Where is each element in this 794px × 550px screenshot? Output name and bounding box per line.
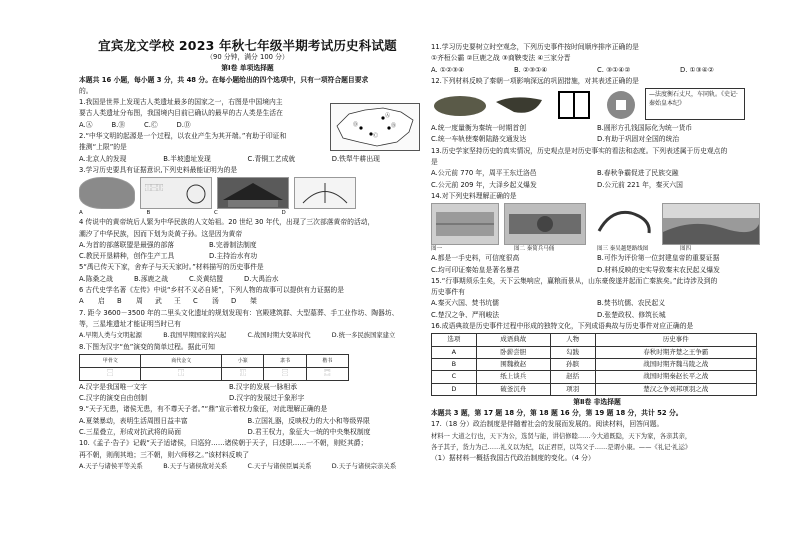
q8-glyph-4: ⿳ — [264, 367, 306, 380]
q16-header-row — [432, 334, 757, 346]
instructions: 本题共 16 小题，每小题 3 分，共 48 分。在每小题给出的四个选项中，只有一项符合题目要求 — [79, 75, 369, 84]
q8-glyph-5: ⿴ — [306, 367, 348, 380]
table-row[interactable] — [432, 346, 757, 358]
q4-option-a[interactable]: A.为首的部落联盟是最强的部落 — [79, 240, 175, 249]
q16-cell: 勾践 — [550, 346, 595, 358]
q16-cell: 战国时期秦赵长平之战 — [595, 371, 756, 383]
q8-col-4: 隶书 — [264, 354, 306, 367]
q11-option-d[interactable]: D. ①③④② — [680, 65, 714, 74]
q13-line2: 是 — [431, 158, 438, 167]
q4-line1: 4 传说中的黄帝统后人繁为中华民族的人文始祖。20 世纪 30 年代，出现了三次部落黄帝的活动， — [79, 218, 375, 227]
q10-option-c[interactable]: C.天子与诸侯臣属关系 — [247, 461, 312, 470]
q8-col-3: 小篆 — [222, 354, 264, 367]
q6-opt-d-text: 桀 — [250, 297, 257, 306]
q12-ladle-drawing — [494, 88, 546, 122]
q11-option-c[interactable]: C. ③①④② — [597, 65, 631, 74]
q7-option-c[interactable]: C.战国时期大变革时代 — [247, 332, 311, 340]
q14-images — [431, 203, 763, 245]
q8-glyph-1: ⿱ — [80, 367, 141, 380]
q8-options-row2 — [79, 393, 379, 404]
q15-options-row2 — [431, 310, 763, 321]
q12-stem: 12.下列材料反映了秦朝一项影响深远的巩固措施，对其表述正确的是 — [431, 76, 639, 85]
instructions-tail: 的。 — [79, 86, 93, 95]
q14-image-3 — [591, 203, 657, 243]
q6-opt-c-text: 汤 — [212, 297, 219, 306]
q13-line1: 13.历史学家坚持历史的真实情况，历史观点是对历史事实的看法和态度。下列表述属于历史观点的 — [431, 146, 728, 155]
q16-cell: 春秋时期齐楚之王争霸 — [595, 346, 756, 358]
q15-stem: 15.“行事期须乐生矣，天下云集响应，赢粮而景从，山东豪俊遂并起而亡秦族矣。”此诗涉及到的 — [431, 276, 718, 285]
q9-options-row2 — [79, 427, 416, 438]
q15-option-c[interactable]: C.楚汉之争、严刑峻法 — [431, 310, 500, 319]
q3-image-c — [217, 177, 289, 209]
q15-option-a[interactable]: A.秦灭六国、焚书坑儒 — [431, 299, 499, 308]
china-map-drawing — [331, 104, 419, 150]
q13-option-b[interactable]: B.春秋争霸促进了民族交融 — [597, 169, 679, 178]
right-column — [431, 42, 763, 465]
q6-opt-c[interactable]: C — [193, 297, 198, 306]
q9-option-c[interactable]: C.三星叠立，形成对抗武将的局面 — [79, 428, 182, 437]
q5-option-c[interactable]: C.炎黄结盟 — [189, 274, 224, 283]
q16-header-idiom: 成语典故 — [476, 334, 550, 346]
q4-option-d[interactable]: D.主持治水有功 — [209, 252, 258, 261]
q6-stem: 6 古代史学名著《左传》中说“乡村不义必自毙”，下列人物的故事可以提供有力证据的是 — [79, 286, 345, 295]
q9-option-d[interactable]: D.君王权力，象征大一统的中央集权制度 — [247, 428, 371, 437]
q9-options-row1 — [79, 416, 416, 427]
q7-option-b[interactable]: B.我国早期国家的兴起 — [163, 332, 227, 340]
q3-stem: 3.学习历史要具有证据意识,下列史料最能证明为的是 — [79, 165, 238, 174]
svg-text:Ⓐ: Ⓐ — [385, 113, 391, 119]
q15-option-b[interactable]: B.焚书坑儒、农民起义 — [597, 299, 665, 308]
q14-option-a[interactable]: A.都是一手史料，可信度很高 — [431, 254, 520, 263]
q6-options — [79, 296, 269, 307]
q6-opt-b-text3: 王 — [174, 297, 181, 306]
q14-caption-3: 图三 秦吴越楚路线图 — [597, 246, 649, 253]
exam-title: 宜宾龙文学校 2023 年秋七年级半期考试历史科试题 — [98, 38, 397, 53]
q10-option-a[interactable]: A.天子与诸侯平等关系 — [79, 461, 143, 470]
q3-image-b — [140, 177, 212, 209]
q16-header-person: 人物 — [550, 334, 595, 346]
q3-images — [79, 177, 416, 209]
q16-cell: 楚汉之争刘邦项羽之战 — [595, 383, 756, 395]
q4-option-c[interactable]: C.教民开垦耕种，创作生产工具 — [79, 252, 175, 261]
q9-option-b[interactable]: B.立国礼器，反映权力的大小和等级界限 — [247, 416, 370, 425]
q14-image-4-drawing — [663, 204, 759, 244]
q11-items: ①齐桓公霸 ②巨鹿之战 ③商鞅变法 ④三家分晋 — [431, 54, 571, 63]
q14-options-row1 — [431, 253, 763, 264]
q3-label-c[interactable]: C — [214, 210, 218, 217]
q2-line2: 推测“上限”的是 — [79, 143, 127, 152]
q15-stem-tail: 历史事件有 — [431, 288, 465, 297]
q2-line1: 2.“中华文明的起源是一个过程，以农业产生为其开端。”有助于印证和 — [79, 132, 287, 141]
q8-stem: 8.下图为汉字“鱼”演变的简单过程。据此可知 — [79, 342, 215, 351]
q16-cell: A — [432, 346, 477, 358]
q10-line2: 再不朝，则削其地；三不朝，则六师移之。”该材料反映了 — [79, 450, 250, 459]
q12-options-row2 — [431, 134, 763, 145]
q14-option-b[interactable]: B.可作为评价第一位封建皇帝的重要证据 — [597, 254, 720, 263]
q11-option-b[interactable]: B. ②③①④ — [514, 65, 548, 74]
q3-image-a — [79, 177, 135, 209]
q7-options — [79, 330, 416, 341]
q12-options-row1 — [431, 123, 763, 134]
q15-option-d[interactable]: D.张楚政权、修筑长城 — [597, 310, 666, 319]
q10-options — [79, 461, 416, 472]
q16-cell: 孙膑 — [550, 358, 595, 370]
q4-options-row2 — [79, 251, 339, 262]
q12-images — [431, 88, 763, 122]
q2-option-b[interactable]: B.半坡遗址发现 — [163, 154, 211, 163]
q14-image-1 — [431, 203, 499, 245]
q12-option-c[interactable]: C.统一车轨使秦朝陆路交通发达 — [431, 135, 527, 144]
q16-cell: C — [432, 371, 477, 383]
q12-image-weight — [431, 88, 489, 122]
q3-labels — [79, 210, 349, 217]
q14-captions — [431, 246, 763, 253]
q4-line2: 潮汐了中华民族，因而下划为炎黄子孙。这是因为黄帝 — [79, 229, 243, 238]
q16-cell: 卧薪尝胆 — [476, 346, 550, 358]
section2-heading: 第Ⅱ卷 非选择题 — [573, 397, 621, 406]
q14-options-row2 — [431, 265, 763, 276]
q1-option-d[interactable]: D.Ⓓ — [176, 120, 191, 129]
q14-stem: 14.对下列史料理解正确的是 — [431, 191, 517, 200]
q5-option-d[interactable]: D.大禹治水 — [244, 274, 279, 283]
q3-image-d — [294, 177, 356, 209]
q6-opt-b[interactable]: B — [117, 297, 122, 306]
q13-option-a[interactable]: A.公元前 770 年，周平王东迁洛邑 — [431, 169, 537, 178]
q8-option-c[interactable]: C.汉字的演变自由创制 — [79, 394, 148, 403]
q2-option-d[interactable]: D.铁犁牛耕出现 — [331, 154, 380, 163]
q3-image-d-drawing — [295, 178, 355, 208]
q13-option-d[interactable]: D.公元前 221 年，秦灭六国 — [597, 180, 683, 189]
q8-col-2: 商代金文 — [141, 354, 222, 367]
q1-map — [330, 103, 420, 151]
q14-image-2 — [504, 203, 586, 245]
q16-header-option: 选项 — [432, 334, 477, 346]
q1-line2: 要古人类遗址分布图，我国境内目前已确认的最早的古人类是生活在 — [79, 109, 283, 118]
q12-image-coin — [602, 88, 640, 122]
q13-options-row2 — [431, 180, 763, 191]
q2-option-c[interactable]: C.青铜工艺成就 — [247, 154, 296, 163]
q16-cell: 纸上谈兵 — [476, 371, 550, 383]
q8-col-1: 甲骨文 — [80, 354, 141, 367]
q6-opt-d[interactable]: D — [231, 297, 237, 306]
q2-option-a[interactable]: A.北京人的发现 — [79, 154, 127, 163]
q8-option-b[interactable]: B.汉字的发展一脉相承 — [229, 382, 297, 391]
svg-text:Ⓑ: Ⓑ — [391, 123, 397, 129]
q12-weight-drawing — [431, 88, 489, 122]
q4-options-row1 — [79, 240, 339, 251]
q12-option-a[interactable]: A.统一度量衡为秦统一时期首创 — [431, 124, 527, 133]
q8-table — [79, 354, 349, 381]
q8-option-d[interactable]: D.汉字的发展过于象形字 — [229, 394, 305, 403]
q13-option-c[interactable]: C.公元前 209 年，大泽乡起义爆发 — [431, 180, 537, 189]
q16-cell: 战国时期齐魏马陵之战 — [595, 358, 756, 370]
q4-option-b[interactable]: B.完善制法制度 — [209, 240, 257, 249]
q7-option-a[interactable]: A.早期人类与文明起源 — [79, 332, 142, 340]
q1-option-b[interactable]: B.Ⓑ — [111, 120, 126, 129]
q9-stem: 9.“天子无患，诸侯无患，有不尊天子者。”“鼎”宣示着权力象征，对此理解正确的是 — [79, 405, 328, 414]
q12-char-drawing — [551, 88, 597, 122]
svg-text:Ⓓ: Ⓓ — [353, 122, 359, 128]
q8-options-row1 — [79, 382, 379, 393]
q10-line1: 10.《孟子·告子》记载“天子适诸侯，曰巡狩……诸侯朝于天子，曰述职……一不朝，则贬其爵； — [79, 439, 368, 448]
q16-cell: D — [432, 383, 477, 395]
q14-option-d[interactable]: D.材料反映的史实导致秦末农民起义爆发 — [597, 265, 720, 274]
q12-coin-drawing — [602, 88, 640, 122]
q6-opt-b-text1: 周 — [136, 297, 143, 306]
q13-options-row1 — [431, 168, 763, 179]
q17-question1: （1）据材料一概括我国古代政治制度的变化。（4 分） — [431, 454, 595, 463]
q3-label-d[interactable]: D — [281, 210, 286, 217]
q5-option-a[interactable]: A.陈桑之战 — [79, 274, 113, 283]
q8-glyph-2: ⿰ — [141, 367, 222, 380]
q10-option-b[interactable]: B.天子与诸侯敌对关系 — [163, 461, 228, 470]
q1-options — [79, 120, 209, 131]
q8-option-a[interactable]: A.汉字是我国唯一文字 — [79, 382, 147, 391]
q11-option-a[interactable]: A. ①②③④ — [431, 65, 465, 74]
q6-opt-a[interactable]: A — [79, 297, 84, 306]
q16-cell: 项羽 — [550, 383, 595, 395]
q12-option-b[interactable]: B.圆形方孔钱国际化为统一货币 — [597, 124, 693, 133]
svg-text:⿰⿱⿲: ⿰⿱⿲ — [145, 185, 164, 193]
q6-opt-b-text2: 武 — [155, 297, 162, 306]
q12-caption: —法度衡石丈尺，车同轨。《史记·秦始皇本纪》 — [645, 88, 745, 120]
q14-option-c[interactable]: C.均可印证秦始皇是著名暴君 — [431, 265, 520, 274]
q14-caption-1: 图一 — [431, 246, 443, 253]
q7-option-d[interactable]: D.统一多民族国家建立 — [331, 332, 396, 340]
q11-stem: 11.学习历史要树立时空观念，下列历史事件按时间顺序排序正确的是 — [431, 43, 639, 51]
q9-option-a[interactable]: A.夏桀暴动，表明生活周围日益丰富 — [79, 416, 188, 425]
q3-image-c-drawing — [218, 178, 288, 208]
section2-intro: 本题共 3 题，第 17 题 18 分，第 18 题 16 分，第 19 题 18 分，共计 52 分。 — [431, 409, 683, 418]
q5-option-b[interactable]: B.涿鹿之战 — [134, 274, 169, 283]
table-row[interactable] — [432, 371, 757, 383]
q5-options — [79, 274, 299, 285]
q2-options — [79, 154, 416, 165]
q16-cell: B — [432, 358, 477, 370]
section1-heading: 第Ⅰ卷 单项选择题 — [221, 64, 274, 73]
q16-header-event: 历史事件 — [595, 334, 756, 346]
svg-text:Ⓒ: Ⓒ — [373, 133, 379, 139]
q12-image-ladle — [494, 88, 546, 122]
table-row[interactable] — [432, 383, 757, 395]
q16-table — [431, 333, 757, 395]
q14-image-2-drawing — [505, 204, 585, 244]
q16-stem: 16.成语典故是历史事件过程中形成的独特文化，下列成语典故与历史事件对应正确的是 — [431, 322, 694, 331]
q8-col-5: 楷书 — [306, 354, 348, 367]
q14-image-1-drawing — [432, 204, 498, 244]
q15-options-row1 — [431, 298, 763, 309]
q16-cell: 围魏救赵 — [476, 358, 550, 370]
q12-option-d[interactable]: D.有助于巩固对全国的统治 — [597, 135, 680, 144]
exam-subtitle: （90 分钟，满分 100 分） — [206, 53, 289, 61]
q1-line1: 1.我国是世界上发现古人类遗址最多的国家之一，右图是中国境内主 — [79, 98, 283, 107]
q6-opt-a-text: 启 — [98, 297, 105, 306]
q7-line2: 等，三星堆遗址才能证明当时已有 — [79, 319, 181, 328]
q17-material-line1: 材料一 大道之行也，天下为公，选贤与能，讲信修睦……今大道既隐，天下为家，各亲其亲， — [431, 432, 692, 440]
q11-options — [431, 65, 763, 76]
table-row[interactable] — [432, 358, 757, 370]
q3-label-a[interactable]: A — [79, 210, 83, 217]
q1-option-c[interactable]: C.Ⓒ — [144, 120, 158, 129]
q3-label-b[interactable]: B — [146, 210, 151, 217]
q16-cell: 破釜沉舟 — [476, 383, 550, 395]
q12-image-char — [551, 88, 597, 122]
q17-stem: 17.（18 分）政治制度是伴随着社会的发展而发展的。阅读材料，回答问题。 — [431, 420, 664, 429]
q10-option-d[interactable]: D.天子与诸侯宗亲关系 — [331, 461, 397, 470]
q16-cell: 赵括 — [550, 371, 595, 383]
q14-caption-2: 图二 秦简兵马俑 — [514, 246, 555, 253]
q14-image-4 — [662, 203, 760, 245]
q5-stem: 5“禹已传天下家，舍弃子与天天家时。”材料描写的历史事件是 — [79, 263, 264, 272]
q14-image-3-drawing — [591, 203, 657, 243]
q14-caption-4: 图四 — [680, 246, 692, 253]
q8-glyph-3: ⿲ — [222, 367, 264, 380]
q17-material-line2: 各子其子，货力为己……礼义以为纪，以正君臣，以笃父子……是谓小康。——《礼记·礼运》 — [431, 444, 692, 452]
q3-image-b-drawing — [141, 178, 211, 208]
q7-line1: 7. 距今 3600－3500 年的二里头文化遗址的规划发现有：宫殿建筑群、大型墓葬、手工业作坊、陶器坊、 — [79, 308, 399, 317]
q1-option-a[interactable]: A.Ⓐ — [79, 120, 93, 129]
